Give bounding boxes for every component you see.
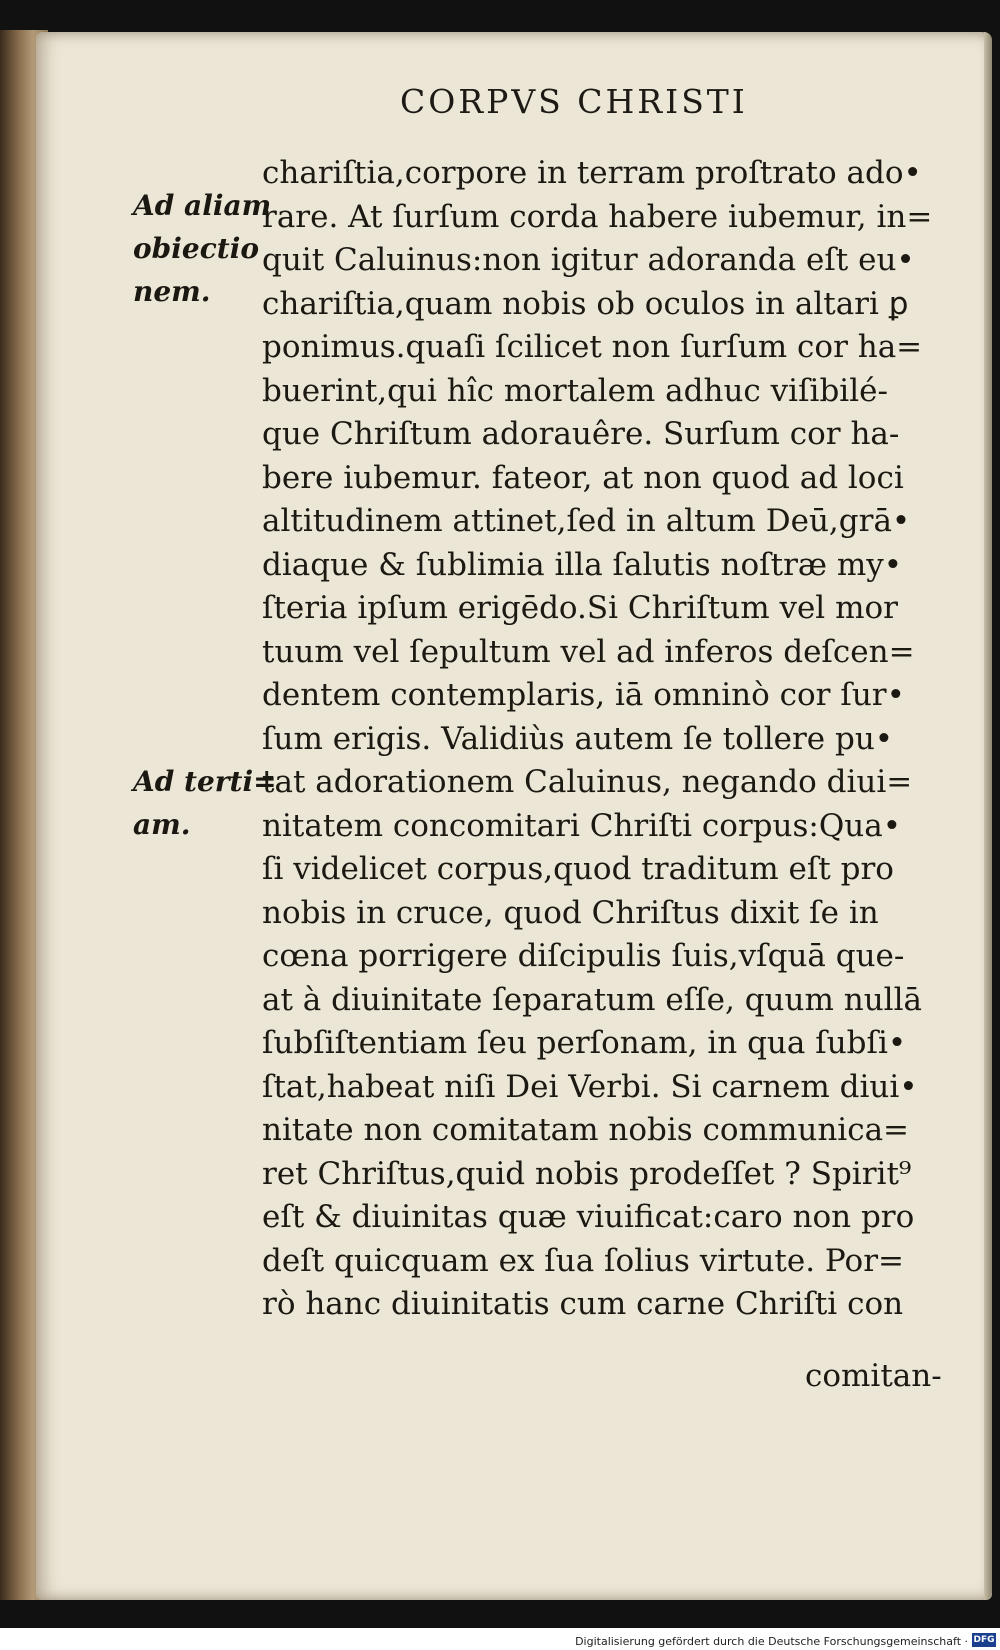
margin-note-line: Ad aliam: [133, 189, 272, 222]
text-line: dentem contemplaris, iā omninò cor ſur•: [262, 677, 905, 713]
text-line: ret Chriſtus,quid nobis prodeſſet ? Spirit⁹: [262, 1155, 912, 1192]
text-line: chariſtia,quam nobis ob oculos in altari ꝑ: [262, 285, 909, 322]
text-line: que Chriſtum adorauêre. Surſum cor ha-: [262, 416, 900, 452]
text-line: ſi videlicet corpus,quod traditum eſt pro: [262, 851, 894, 887]
digitization-credit: Digitalisierung gefördert durch die Deutsche Forschungsgemeinschaft ·: [575, 1635, 968, 1648]
catchword: comitan-: [805, 1358, 942, 1394]
margin-note-2: [133, 760, 277, 846]
footer-bar: [0, 1628, 1000, 1650]
margin-note-1: [133, 184, 272, 313]
text-line: diaque & ſublimia illa ſalutis noſtræ my•: [262, 546, 903, 583]
text-line: buerint,qui hîc mortalem adhuc viſibilé-: [262, 372, 888, 409]
margin-note-line: nem.: [133, 275, 211, 308]
text-line: at à diuinitate ſeparatum eſſe, quum nullā: [262, 981, 922, 1018]
text-line: altitudinem attinet,ſed in altum Deū,grā•: [262, 503, 911, 539]
text-line: eſt & diuinitas quæ viuificat:caro non pro: [262, 1199, 915, 1235]
text-line: nitatem concomitari Chriſti corpus:Qua•: [262, 807, 901, 844]
text-line: ſtat,habeat niſi Dei Verbi. Si carnem diui•: [262, 1068, 918, 1105]
margin-note-line: obiectio: [133, 232, 259, 265]
body-text: [262, 152, 962, 1327]
text-line: bere iubemur. fateor, at non quod ad loci: [262, 459, 904, 496]
text-line: tuum vel ſepultum vel ad inferos deſcen=: [262, 633, 915, 670]
running-head: CORPVS CHRISTI: [400, 82, 748, 121]
dfg-logo: DFG: [973, 1635, 995, 1645]
text-line: ſteria ipſum erigēdo.Si Chriſtum vel mor: [262, 590, 898, 626]
margin-note-line: Ad terti=: [133, 765, 277, 798]
text-line: tat adorationem Caluinus, negando diui=: [262, 764, 913, 800]
text-line: rò hanc diuinitatis cum carne Chriſti con: [262, 1286, 904, 1322]
text-line: nitate non comitatam nobis communica=: [262, 1112, 910, 1148]
text-line: chariſtia,corpore in terram proſtrato ado•: [262, 155, 922, 191]
text-line: cœna porrigere diſcipulis ſuis,vſquā que-: [262, 938, 905, 974]
text-line: ſubſiſtentiam ſeu perſonam, in qua ſubſi•: [262, 1025, 907, 1061]
text-line: nobis in cruce, quod Chriſtus dixit ſe in: [262, 894, 879, 931]
text-line: deſt quicquam ex ſua ſolius virtute. Por=: [262, 1242, 904, 1279]
text-line: ponimus.quaſi ſcilicet non ſurſum cor ha=: [262, 329, 923, 365]
text-line: quit Caluinus:non igitur adoranda eſt eu•: [262, 242, 915, 278]
margin-note-line: am.: [133, 808, 191, 841]
text-line: ſum erigis. Validiùs autem ſe tollere pu•: [262, 720, 894, 757]
text-line: rare. At ſurſum corda habere iubemur, in=: [262, 198, 933, 235]
